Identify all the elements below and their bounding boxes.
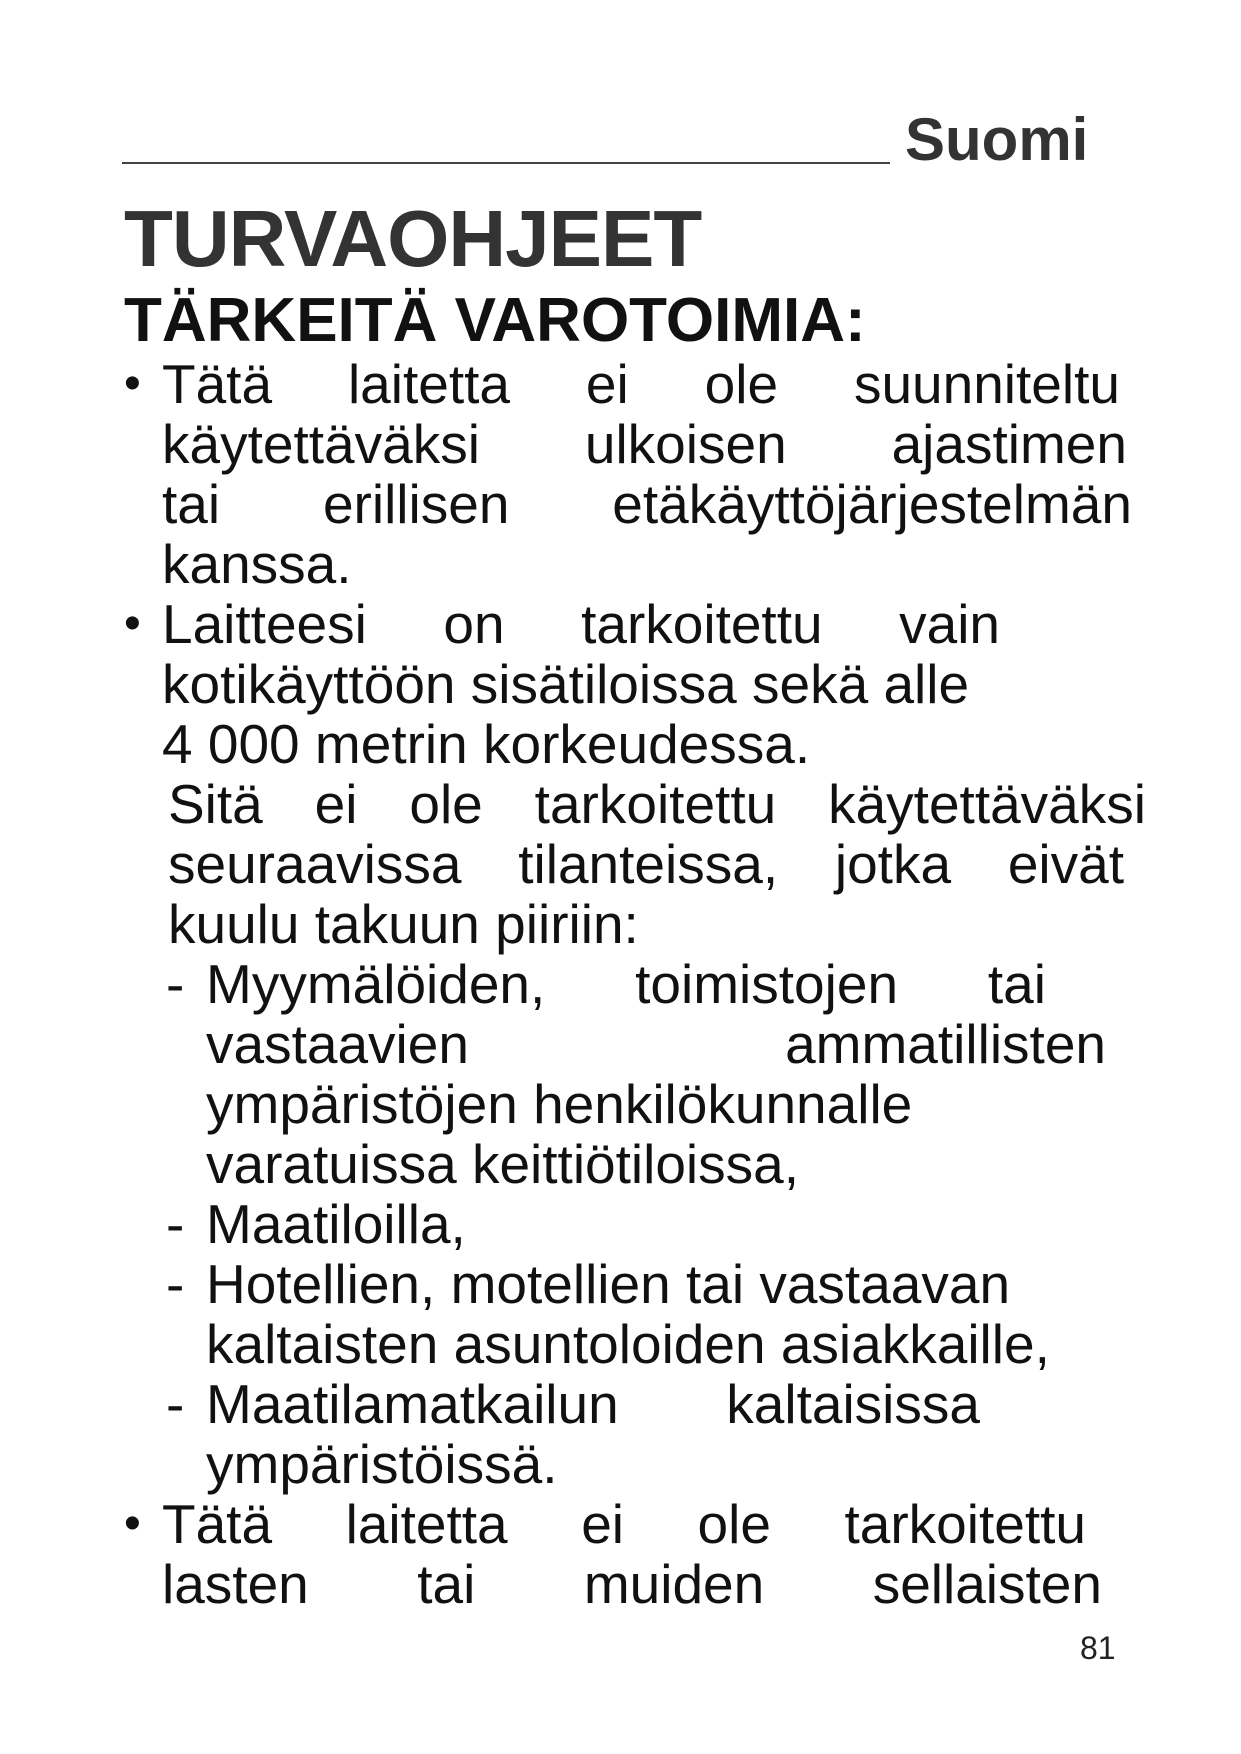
bullet-marker: • [124, 357, 141, 410]
dash-marker: - [166, 1373, 185, 1435]
bullet1-line1: Tätä laitetta ei ole suunniteltu [162, 353, 1120, 415]
dash1-line2: vastaavien ammatillisten [206, 1013, 1106, 1075]
bullet1-line2: käytettäväksi ulkoisen ajastimen [162, 413, 1127, 475]
bullet2-line1: Laitteesi on tarkoitettu vain [162, 593, 1000, 655]
dash3-line1: Hotellien, motellien tai vastaavan [206, 1253, 1011, 1315]
bullet1-line3: tai erillisen etäkäyttöjärjestelmän [162, 473, 1132, 535]
bullet2-line2: kotikäyttöön sisätiloissa sekä alle [162, 653, 970, 715]
bullet2-line3: 4 000 metrin korkeudessa. [162, 713, 811, 775]
page-number: 81 [1080, 1630, 1116, 1666]
bullet-marker: • [124, 597, 141, 650]
section-subtitle: TÄRKEITÄ VAROTOIMIA: [124, 286, 866, 355]
bullet3-line2: lasten tai muiden sellaisten [162, 1553, 1102, 1615]
dash3-line2: kaltaisten asuntoloiden asiakkaille, [206, 1313, 1050, 1375]
dash1-line3: ympäristöjen henkilökunnalle [206, 1073, 913, 1135]
paragraph-line3: kuulu takuun piiriin: [168, 893, 639, 955]
dash1-line4: varatuissa keittiötiloissa, [206, 1133, 800, 1195]
dash4-line1: Maatilamatkailun kaltaisissa [206, 1373, 980, 1435]
page-title: TURVAOHJEET [124, 194, 702, 283]
paragraph-line2: seuraavissa tilanteissa, jotka eivät [168, 833, 1124, 895]
paragraph-line1: Sitä ei ole tarkoitettu käytettäväksi [168, 773, 1146, 835]
language-label: Suomi [905, 106, 1089, 173]
dash1-line1: Myymälöiden, toimistojen tai [206, 953, 1046, 1015]
dash4-line2: ympäristöissä. [206, 1433, 558, 1495]
dash2-line1: Maatiloilla, [206, 1193, 466, 1255]
dash-marker: - [166, 953, 185, 1015]
dash-marker: - [166, 1193, 185, 1255]
bullet1-line4: kanssa. [162, 533, 352, 595]
bullet3-line1: Tätä laitetta ei ole tarkoitettu [162, 1493, 1086, 1555]
dash-marker: - [166, 1253, 185, 1315]
header-rule [122, 162, 890, 164]
bullet-marker: • [124, 1497, 141, 1550]
